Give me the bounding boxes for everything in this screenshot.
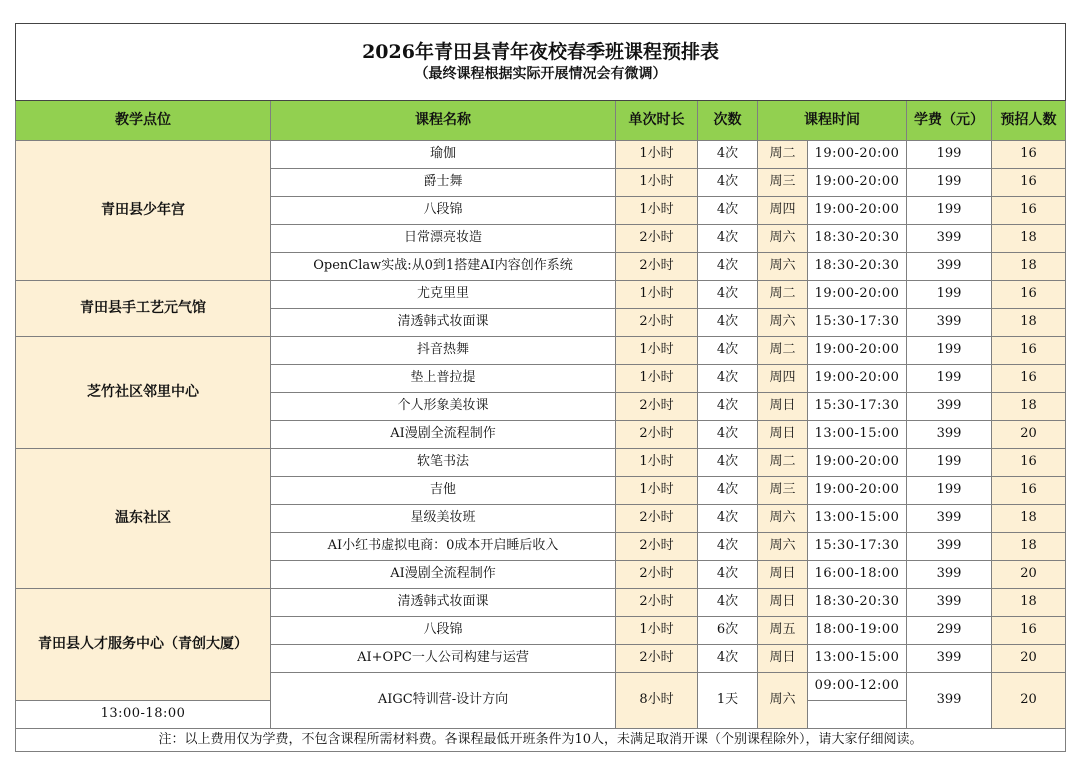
course-time: 13:00-15:00: [808, 421, 907, 449]
course-name: 垫上普拉提: [271, 365, 616, 393]
course-day: 周日: [758, 393, 808, 421]
course-day: 周五: [758, 617, 808, 645]
course-name: 爵士舞: [271, 169, 616, 197]
course-time: 18:30-20:30: [808, 225, 907, 253]
course-name: 清透韩式妆面课: [271, 309, 616, 337]
course-time: 15:30-17:30: [808, 533, 907, 561]
course-name: AIGC特训营-设计方向: [271, 673, 616, 729]
course-time: 16:00-18:00: [808, 561, 907, 589]
course-count: 4次: [698, 421, 758, 449]
course-duration: 1小时: [616, 477, 698, 505]
course-count: 1天: [698, 673, 758, 729]
location-cell: 青田县人才服务中心（青创大厦）: [16, 589, 271, 701]
course-duration: 1小时: [616, 169, 698, 197]
course-fee: 199: [907, 197, 992, 225]
course-quota: 16: [992, 337, 1066, 365]
course-fee: 199: [907, 281, 992, 309]
course-count: 4次: [698, 253, 758, 281]
course-quota: 20: [992, 561, 1066, 589]
course-duration: 1小时: [616, 365, 698, 393]
course-name: 八段锦: [271, 617, 616, 645]
course-day: 周日: [758, 645, 808, 673]
course-time: 19:00-20:00: [808, 281, 907, 309]
course-fee: 399: [907, 673, 992, 729]
course-fee: 199: [907, 477, 992, 505]
course-name: AI+OPC一人公司构建与运营: [271, 645, 616, 673]
course-name: 软笔书法: [271, 449, 616, 477]
page-title: 2026年青田县青年夜校春季班课程预排表: [362, 40, 719, 63]
course-duration: 2小时: [616, 225, 698, 253]
course-name: AI漫剧全流程制作: [271, 421, 616, 449]
course-name: 日常漂亮妆造: [271, 225, 616, 253]
course-duration: 2小时: [616, 533, 698, 561]
course-day: 周二: [758, 141, 808, 169]
course-duration: 1小时: [616, 449, 698, 477]
course-fee: 399: [907, 309, 992, 337]
course-quota: 18: [992, 225, 1066, 253]
course-name: 个人形象美妆课: [271, 393, 616, 421]
course-name: AI漫剧全流程制作: [271, 561, 616, 589]
course-duration: 2小时: [616, 253, 698, 281]
course-day: 周六: [758, 253, 808, 281]
course-fee: 399: [907, 253, 992, 281]
course-fee: 399: [907, 589, 992, 617]
location-cell: 青田县少年宫: [16, 141, 271, 281]
course-count: 4次: [698, 449, 758, 477]
course-count: 4次: [698, 393, 758, 421]
course-name: 星级美妆班: [271, 505, 616, 533]
course-name: OpenClaw实战:从0到1搭建AI内容创作系统: [271, 253, 616, 281]
table-body: [16, 141, 1066, 729]
course-time: 19:00-20:00: [808, 337, 907, 365]
table-row: [16, 281, 1066, 309]
course-count: 4次: [698, 169, 758, 197]
course-fee: 399: [907, 393, 992, 421]
course-fee: 399: [907, 645, 992, 673]
course-day: 周二: [758, 449, 808, 477]
course-count: 4次: [698, 225, 758, 253]
course-fee: 199: [907, 365, 992, 393]
course-count: 4次: [698, 477, 758, 505]
title-block: [16, 24, 1066, 101]
course-day: 周六: [758, 533, 808, 561]
course-quota: 20: [992, 673, 1066, 729]
course-fee: 399: [907, 225, 992, 253]
course-quota: 16: [992, 281, 1066, 309]
course-fee: 199: [907, 169, 992, 197]
course-time: 13:00-15:00: [808, 505, 907, 533]
course-duration: 2小时: [616, 421, 698, 449]
course-quota: 18: [992, 309, 1066, 337]
course-quota: 16: [992, 169, 1066, 197]
course-fee: 199: [907, 449, 992, 477]
header-quota: 预招人数: [992, 101, 1066, 141]
location-cell: 温东社区: [16, 449, 271, 589]
course-day: 周日: [758, 561, 808, 589]
course-quota: 18: [992, 505, 1066, 533]
course-day: 周六: [758, 505, 808, 533]
table-row: [16, 449, 1066, 477]
course-duration: 1小时: [616, 281, 698, 309]
course-day: 周日: [758, 421, 808, 449]
course-fee: 199: [907, 337, 992, 365]
course-count: 4次: [698, 645, 758, 673]
course-duration: 1小时: [616, 141, 698, 169]
course-quota: 18: [992, 253, 1066, 281]
course-duration: 8小时: [616, 673, 698, 729]
course-count: 4次: [698, 337, 758, 365]
table-row: [16, 141, 1066, 169]
course-day: 周三: [758, 169, 808, 197]
course-day: 周六: [758, 225, 808, 253]
course-duration: 1小时: [616, 617, 698, 645]
header-location: 教学点位: [16, 101, 271, 141]
course-duration: 2小时: [616, 393, 698, 421]
course-fee: 199: [907, 141, 992, 169]
course-count: 4次: [698, 309, 758, 337]
course-time-morning: 09:00-12:00: [808, 673, 907, 701]
course-duration: 1小时: [616, 337, 698, 365]
course-count: 4次: [698, 561, 758, 589]
course-duration: 2小时: [616, 505, 698, 533]
course-quota: 16: [992, 449, 1066, 477]
header-duration: 单次时长: [616, 101, 698, 141]
header-fee: 学费（元）: [907, 101, 992, 141]
course-day: 周二: [758, 281, 808, 309]
course-count: 6次: [698, 617, 758, 645]
course-duration: 2小时: [616, 309, 698, 337]
course-time: 15:30-17:30: [808, 393, 907, 421]
course-count: 4次: [698, 197, 758, 225]
course-time: 19:00-20:00: [808, 449, 907, 477]
course-name: 瑜伽: [271, 141, 616, 169]
page-subtitle: （最终课程根据实际开展情况会有微调）: [414, 65, 667, 82]
course-day: 周六: [758, 309, 808, 337]
course-day: 周日: [758, 589, 808, 617]
course-table: [15, 23, 1066, 752]
course-fee: 399: [907, 421, 992, 449]
course-quota: 18: [992, 393, 1066, 421]
schedule-sheet: [15, 23, 1065, 752]
course-quota: 20: [992, 645, 1066, 673]
course-count: 4次: [698, 141, 758, 169]
course-name: 八段锦: [271, 197, 616, 225]
course-count: 4次: [698, 505, 758, 533]
course-quota: 16: [992, 141, 1066, 169]
course-time: 19:00-20:00: [808, 141, 907, 169]
course-day: 周三: [758, 477, 808, 505]
course-duration: 2小时: [616, 561, 698, 589]
course-fee: 399: [907, 505, 992, 533]
course-quota: 16: [992, 617, 1066, 645]
course-name: 抖音热舞: [271, 337, 616, 365]
header-row: [16, 101, 1066, 141]
course-duration: 1小时: [616, 197, 698, 225]
course-name: 清透韩式妆面课: [271, 589, 616, 617]
course-name: 尤克里里: [271, 281, 616, 309]
course-duration: 2小时: [616, 645, 698, 673]
course-name: AI小红书虚拟电商：0成本开启睡后收入: [271, 533, 616, 561]
course-day: 周四: [758, 197, 808, 225]
location-cell: 芝竹社区邻里中心: [16, 337, 271, 449]
course-quota: 16: [992, 365, 1066, 393]
course-quota: 18: [992, 589, 1066, 617]
course-fee: 299: [907, 617, 992, 645]
course-time: 19:00-20:00: [808, 197, 907, 225]
footer-note: 注：以上费用仅为学费，不包含课程所需材料费。各课程最低开班条件为10人，未满足取消开课（个别课程除外），请大家仔细阅读。: [16, 729, 1066, 752]
course-count: 4次: [698, 281, 758, 309]
course-time: 18:00-19:00: [808, 617, 907, 645]
location-cell: 青田县手工艺元气馆: [16, 281, 271, 337]
header-time: 课程时间: [758, 101, 907, 141]
course-time: 18:30-20:30: [808, 253, 907, 281]
course-time: 19:00-20:00: [808, 477, 907, 505]
header-course: 课程名称: [271, 101, 616, 141]
course-time: 19:00-20:00: [808, 365, 907, 393]
course-day: 周六: [758, 673, 808, 729]
course-quota: 16: [992, 477, 1066, 505]
course-time: 15:30-17:30: [808, 309, 907, 337]
course-day: 周二: [758, 337, 808, 365]
course-count: 4次: [698, 589, 758, 617]
course-time: 18:30-20:30: [808, 589, 907, 617]
course-count: 4次: [698, 365, 758, 393]
course-fee: 399: [907, 561, 992, 589]
header-count: 次数: [698, 101, 758, 141]
course-count: 4次: [698, 533, 758, 561]
course-time: 13:00-15:00: [808, 645, 907, 673]
table-row: [16, 337, 1066, 365]
course-time: 19:00-20:00: [808, 169, 907, 197]
course-quota: 20: [992, 421, 1066, 449]
course-duration: 2小时: [616, 589, 698, 617]
table-row: [16, 589, 1066, 617]
course-quota: 18: [992, 533, 1066, 561]
course-fee: 399: [907, 533, 992, 561]
course-time-afternoon: 13:00-18:00: [16, 701, 271, 729]
course-quota: 16: [992, 197, 1066, 225]
course-name: 吉他: [271, 477, 616, 505]
course-day: 周四: [758, 365, 808, 393]
